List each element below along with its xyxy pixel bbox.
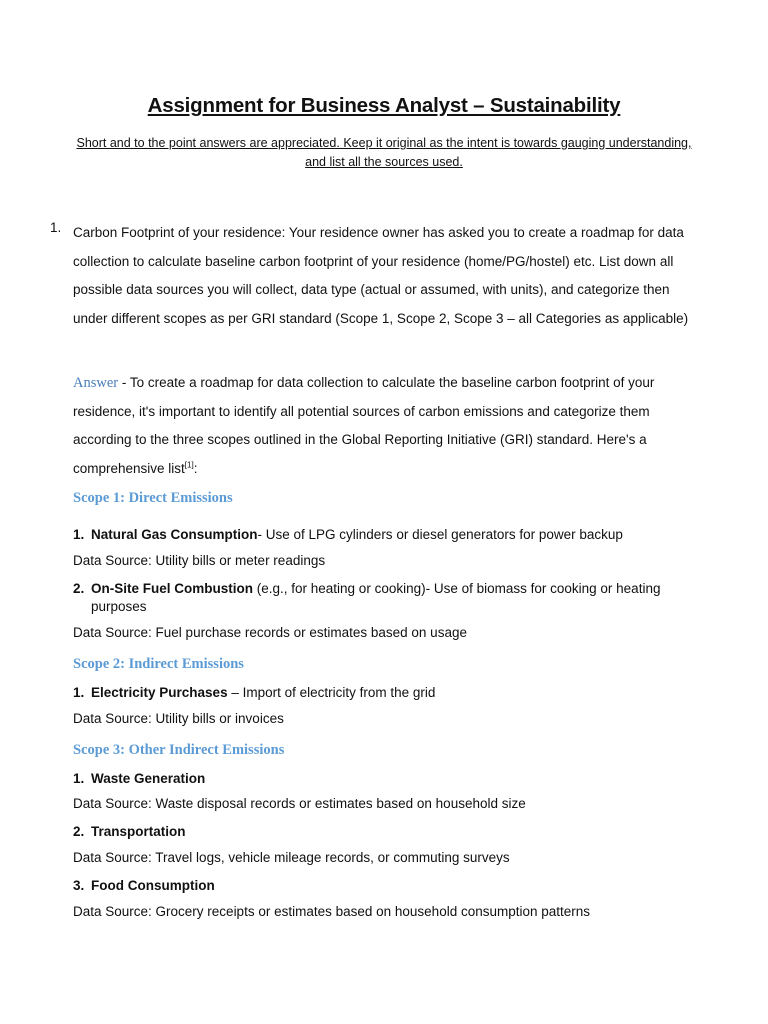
item-number: 2. <box>73 581 85 596</box>
scope3-heading: Scope 3: Other Indirect Emissions <box>73 742 285 758</box>
scope1-heading: Scope 1: Direct Emissions <box>73 490 233 506</box>
item-description-cont: purposes <box>91 599 147 614</box>
document-title: Assignment for Business Analyst – Sustainability <box>147 94 621 117</box>
item-number: 1. <box>73 527 85 542</box>
answer-text: : <box>193 460 198 476</box>
item-title: Food Consumption <box>91 878 215 893</box>
answer-text: - To create a roadmap for data collection to calculate the baseline carbon footprint of your <box>118 375 655 390</box>
question-line: under different scopes as per GRI standard (Scope 1, Scope 2, Scope 3 – all Categories as applicable) <box>73 310 689 326</box>
item-title: Natural Gas Consumption <box>91 527 258 542</box>
question-line: possible data sources you will collect, data type (actual or assumed, with units), and categorize then <box>73 282 670 297</box>
answer-line: according to the three scopes outlined in the Global Reporting Initiative (GRI) standard. Here's a <box>73 432 647 447</box>
answer-label: Answer <box>73 375 119 391</box>
scope3-item-2-source: Data Source: Travel logs, vehicle mileage records, or commuting surveys <box>73 850 510 865</box>
scope3-item-3-source: Data Source: Grocery receipts or estimates based on household consumption patterns <box>73 904 591 919</box>
scope1-item-2 <box>73 580 713 616</box>
item-number: 1. <box>73 771 85 786</box>
question-number: 1. <box>50 220 62 235</box>
answer-intro <box>73 369 713 483</box>
item-description: – Import of electricity from the grid <box>227 685 436 700</box>
scope1-item-2-source: Data Source: Fuel purchase records or estimates based on usage <box>73 625 467 640</box>
instructions-line-2: and list all the sources used. <box>305 155 463 169</box>
answer-text: comprehensive list <box>73 460 185 476</box>
scope3-item-2 <box>73 823 713 841</box>
instructions-line-1: Short and to the point answers are appreciated. Keep it original as the intent is towards gauging understanding, <box>76 136 692 150</box>
item-title: Waste Generation <box>91 771 206 786</box>
scope1-item-1 <box>73 526 713 544</box>
item-number: 3. <box>73 878 85 893</box>
instructions <box>0 134 768 172</box>
citation-ref: [1] <box>184 460 194 469</box>
scope2-item-1-source: Data Source: Utility bills or invoices <box>73 711 284 726</box>
answer-line: residence, it's important to identify all potential sources of carbon emissions and categorize them <box>73 403 650 419</box>
item-title: Electricity Purchases <box>91 685 228 700</box>
scope3-item-3 <box>73 877 713 895</box>
scope3-item-1-source: Data Source: Waste disposal records or estimates based on household size <box>73 796 526 811</box>
item-title: Transportation <box>91 824 186 839</box>
item-title: On-Site Fuel Combustion <box>91 581 253 596</box>
question-line: Carbon Footprint of your residence: Your residence owner has asked you to create a roadmap for data <box>73 225 684 240</box>
item-description: - Use of LPG cylinders or diesel generators for power backup <box>257 527 623 542</box>
scope3-item-1 <box>73 770 713 788</box>
item-number: 1. <box>73 685 85 700</box>
scope2-item-1 <box>73 684 713 702</box>
answer-line <box>73 455 713 484</box>
answer-line <box>73 369 713 398</box>
scope2-heading: Scope 2: Indirect Emissions <box>73 656 244 672</box>
item-description: (e.g., for heating or cooking)- Use of biomass for cooking or heating <box>253 581 661 596</box>
item-number: 2. <box>73 824 85 839</box>
question-text <box>73 219 713 333</box>
scope1-item-1-source: Data Source: Utility bills or meter readings <box>73 553 326 568</box>
question-line: collection to calculate baseline carbon footprint of your residence (home/PG/hostel) etc. List down all <box>73 253 674 269</box>
